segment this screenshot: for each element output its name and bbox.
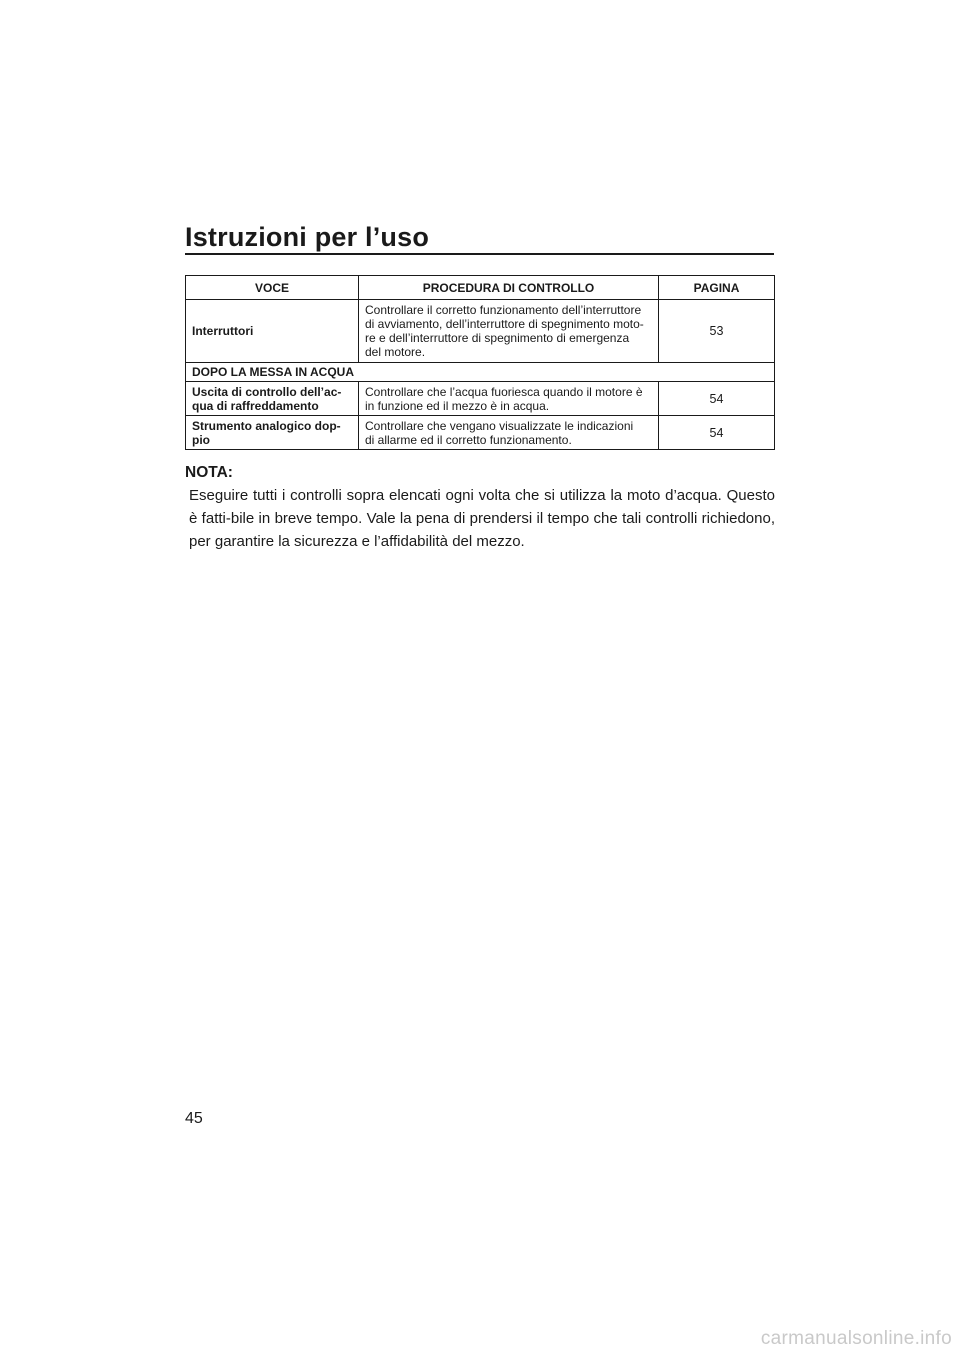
inspection-table: [185, 275, 775, 450]
table-row: [186, 300, 775, 363]
column-header-item: VOCE: [186, 276, 359, 300]
row-page: 54: [659, 382, 775, 416]
page-number: 45: [185, 1110, 203, 1127]
title-divider: [185, 253, 774, 255]
table-row: [186, 416, 775, 450]
note-label: NOTA:: [185, 464, 233, 481]
column-header-page: PAGINA: [659, 276, 775, 300]
row-procedure: Controllare il corretto funzionamento dell’interruttore di avviamento, dell’interruttore di spegnimento moto- re e dell’interruttore di spegnimento di emergenza del motore.: [359, 300, 659, 363]
note-text: Eseguire tutti i controlli sopra elencati ogni volta che si utilizza la moto d’acqua. Questo è fatti-bile in breve tempo. Vale la pena di prendersi il tempo che tali controlli richiedono, per garantire la sicurezza e l’affidabilità del mezzo.: [189, 487, 775, 550]
row-procedure: Controllare che vengano visualizzate le indicazioni di allarme ed il corretto funzionamento.: [359, 416, 659, 450]
section-row: [186, 363, 775, 382]
page-title: Istruzioni per l’uso: [185, 222, 430, 252]
section-title: DOPO LA MESSA IN ACQUA: [186, 363, 775, 382]
row-item: Strumento analogico dop- pio: [186, 416, 359, 450]
watermark: carmanualsonline.info: [760, 1328, 952, 1349]
table-header-row: [186, 276, 775, 300]
row-page: 53: [659, 300, 775, 363]
row-item: Interruttori: [186, 300, 359, 363]
column-header-procedure: PROCEDURA DI CONTROLLO: [359, 276, 659, 300]
table-row: [186, 382, 775, 416]
row-page: 54: [659, 416, 775, 450]
row-procedure: Controllare che l’acqua fuoriesca quando il motore è in funzione ed il mezzo è in acqua.: [359, 382, 659, 416]
row-item: Uscita di controllo dell’ac- qua di raffreddamento: [186, 382, 359, 416]
